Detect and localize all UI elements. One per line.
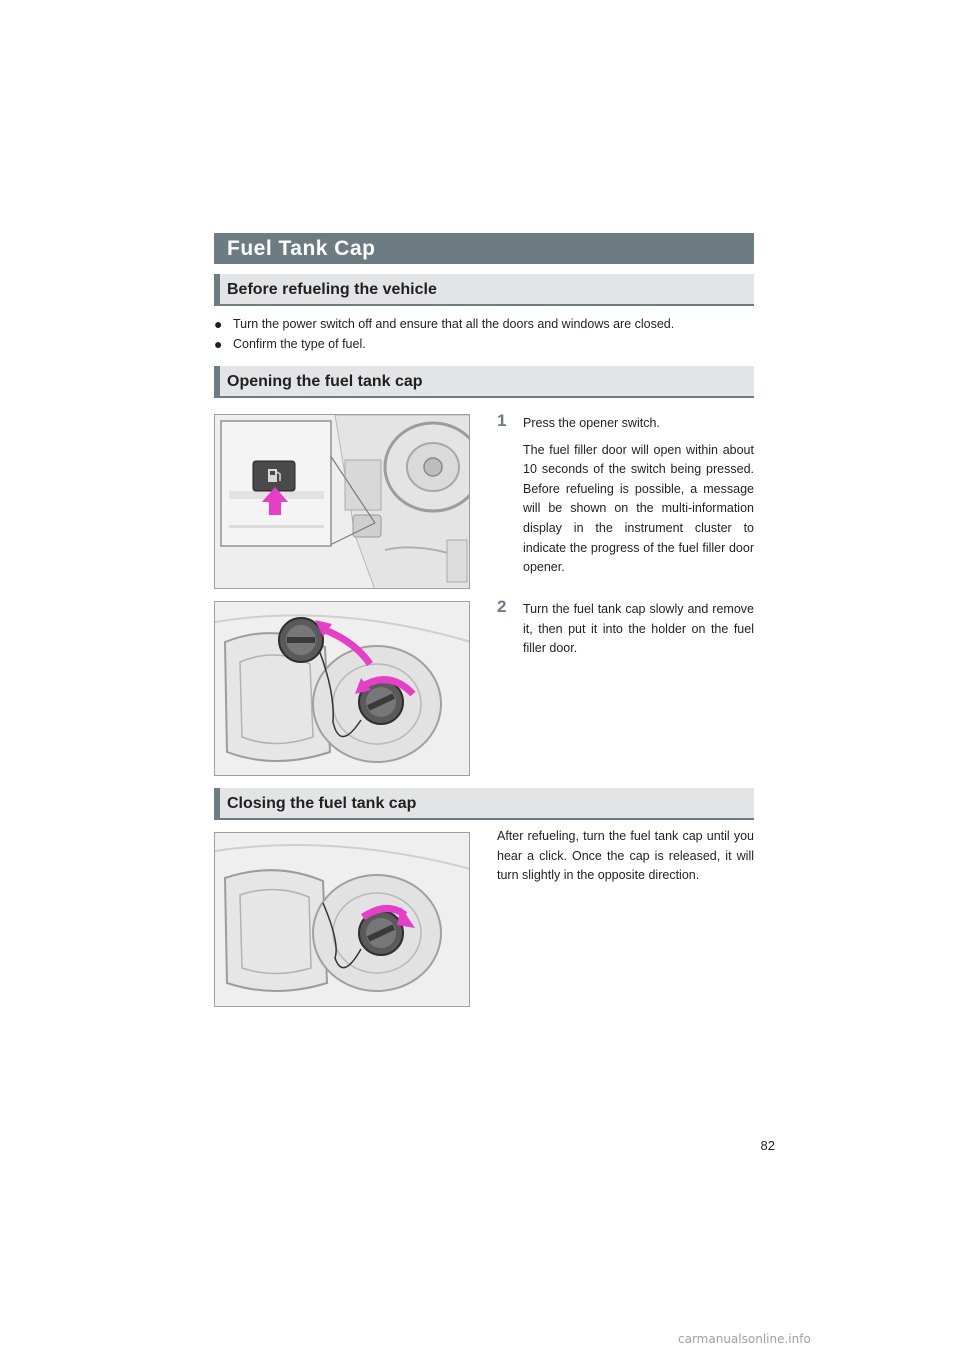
watermark: carmanualsonline.info (678, 1332, 811, 1346)
step-number: 1 (497, 411, 507, 430)
page-number: 82 (760, 1138, 775, 1153)
bullet-icon: ● (214, 336, 223, 352)
before-refueling-bullets (214, 315, 754, 355)
opener-switch-illustration (214, 414, 470, 589)
section-heading-opening: Opening the fuel tank cap (214, 366, 754, 398)
step-text: Turn the fuel tank cap slowly and remove it, then put it into the holder on the fuel filler door. (523, 602, 754, 656)
bullet-item (214, 335, 754, 355)
step-number: 2 (497, 597, 507, 616)
section-heading-before-refueling: Before refueling the vehicle (214, 274, 754, 306)
step-1 (497, 411, 754, 578)
bullet-icon: ● (214, 316, 223, 332)
step-text: Press the opener switch. (523, 416, 660, 430)
close-cap-illustration (214, 832, 470, 1007)
step-2 (497, 597, 754, 659)
remove-cap-illustration (214, 601, 470, 776)
bullet-text: Turn the power switch off and ensure that all the doors and windows are closed. (233, 317, 675, 331)
bullet-text: Confirm the type of fuel. (233, 337, 366, 351)
section-heading-closing: Closing the fuel tank cap (214, 788, 754, 820)
step-note: The fuel filler door will open within about 10 seconds of the switch being pressed. Before refueling is possible, a message will be shown on the multi-information display in the instrument cluster to indicate the progress of the fuel filler door opener. (523, 442, 754, 575)
page-title: Fuel Tank Cap (214, 233, 754, 264)
bullet-item (214, 315, 754, 335)
closing-instructions: After refueling, turn the fuel tank cap until you hear a click. Once the cap is released, it will turn slightly in the opposite direction. (497, 829, 754, 883)
